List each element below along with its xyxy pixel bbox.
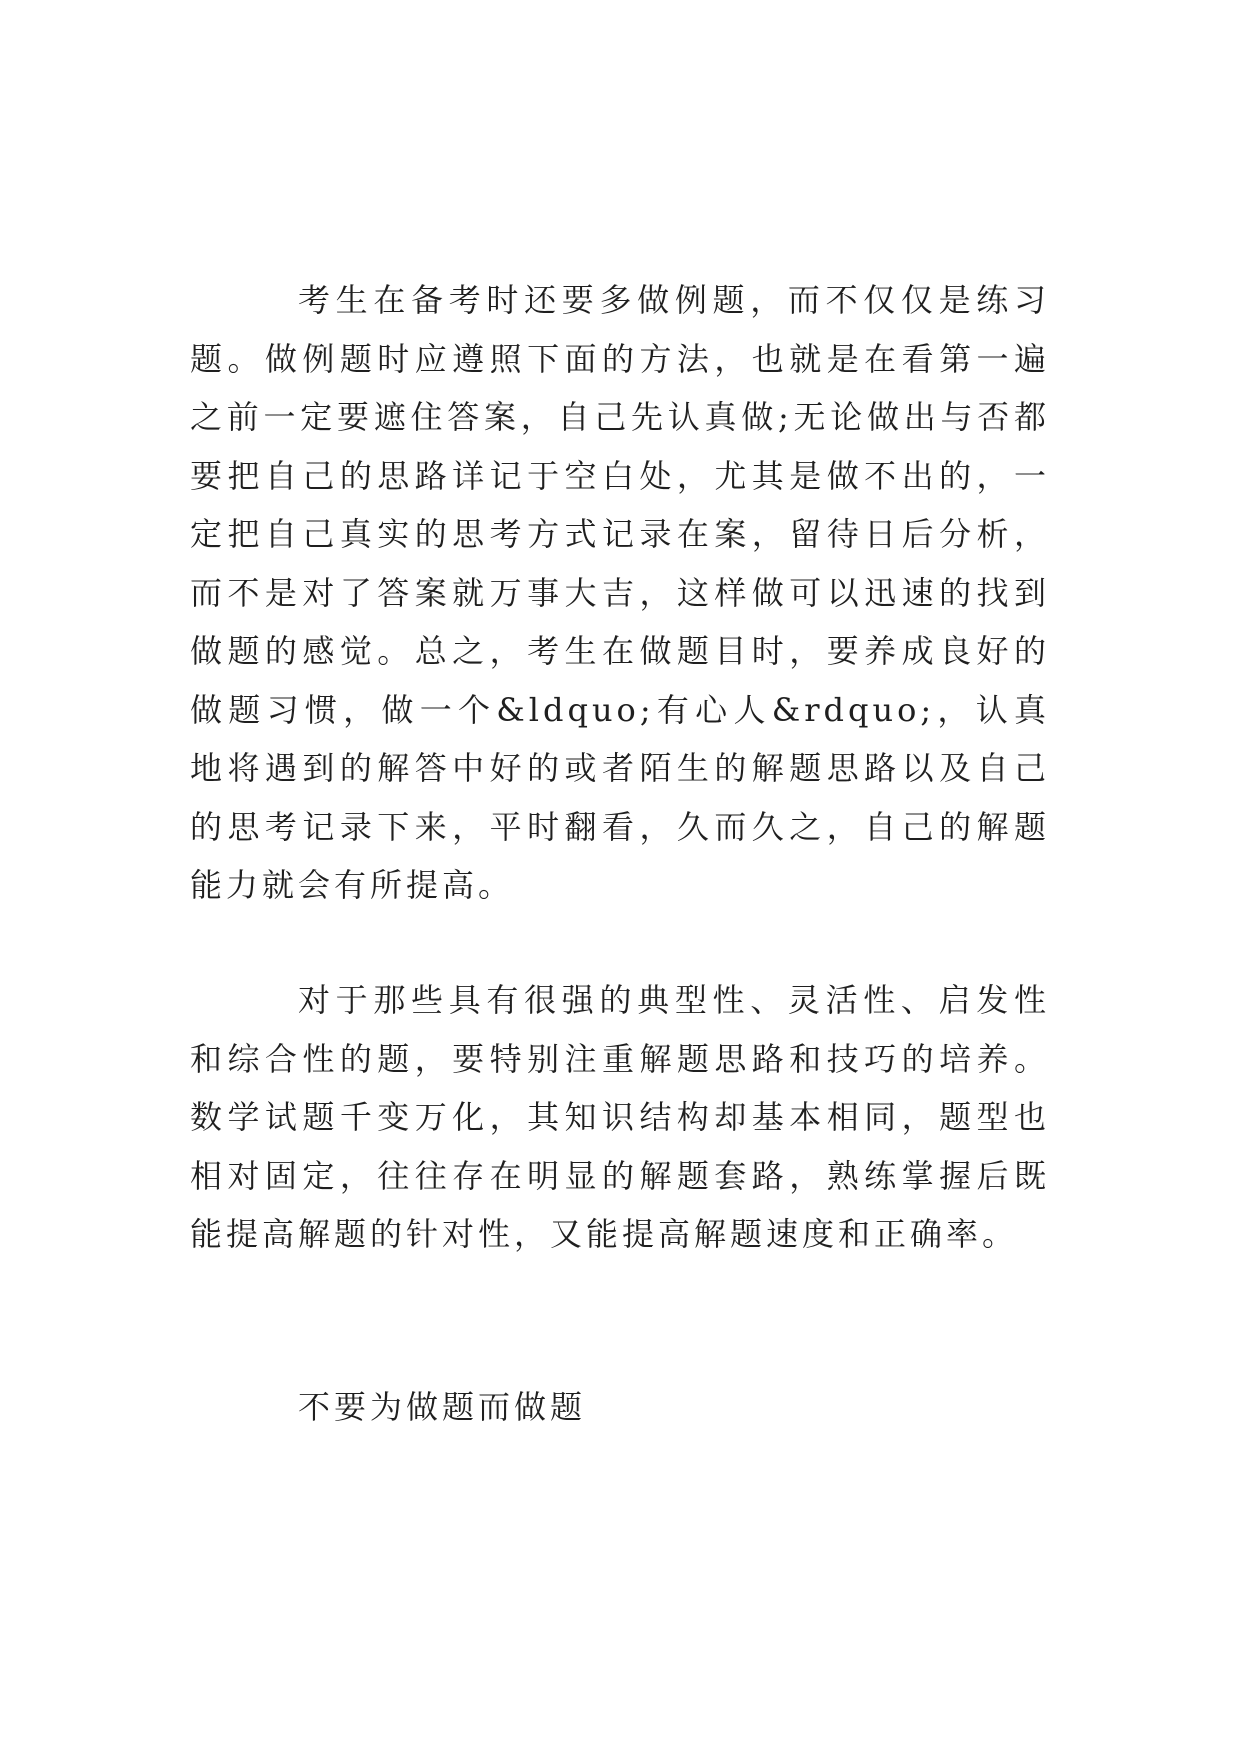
- section-heading: 不要为做题而做题: [298, 1388, 587, 1426]
- body-paragraph: 对于那些具有很强的典型性、灵活性、启发性和综合性的题，要特别注重解题思路和技巧的培养。数学试题千变万化，其知识结构却基本相同，题型也相对固定，往往存在明显的解题套路，熟练掌握后既能提高解题的针对性，又能提高解题速度和正确率。: [190, 981, 1050, 1253]
- body-paragraph: 考生在备考时还要多做例题，而不仅仅是练习题。做例题时应遵照下面的方法，也就是在看第一遍之前一定要遮住答案，自己先认真做;无论做出与否都要把自己的思路详记于空白处，尤其是做不出的，一定把自己真实的思考方式记录在案，留待日后分析，而不是对了答案就万事大吉，这样做可以迅速的找到做题的感觉。总之，考生在做题目时，要养成良好的做题习惯，做一个&ldquo;有心人&rdquo;，认真地将遇到的解答中好的或者陌生的解题思路以及自己的思考记录下来，平时翻看，久而久之，自己的解题能力就会有所提高。: [190, 281, 1050, 904]
